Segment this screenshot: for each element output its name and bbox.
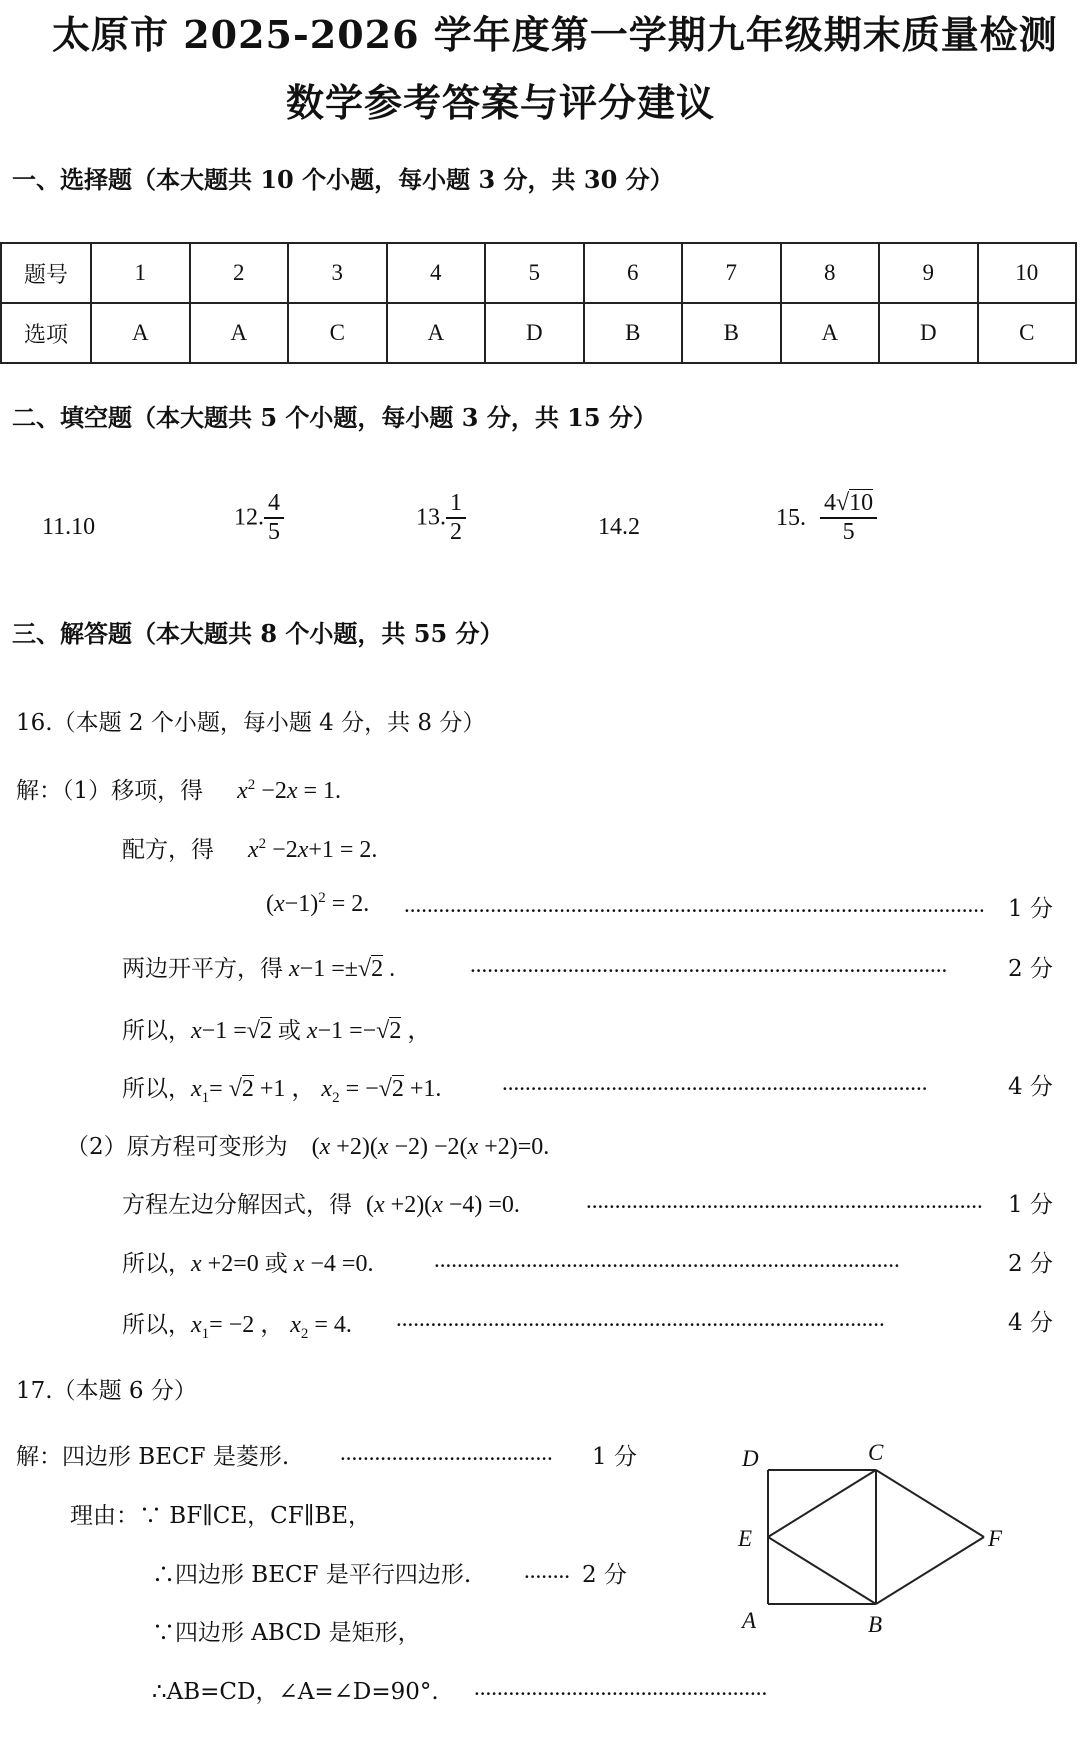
table-cell: D	[879, 303, 978, 363]
answer-13-numerator: 1	[446, 490, 466, 519]
answer-15-denominator: 5	[842, 519, 855, 545]
q17-line5: ∴AB=CD，∠A=∠D=90°.	[152, 1679, 439, 1705]
q16-line4-score: 2 分	[1008, 956, 1053, 982]
q16-part2-line3-prefix: 所以，	[122, 1251, 191, 1277]
q17-line1-dots: .....................................	[340, 1440, 553, 1465]
answer-15-label: 15.	[776, 504, 806, 531]
q16-part2-line4-prefix: 所以，	[122, 1312, 191, 1338]
table-cell: 2	[190, 243, 289, 303]
table-cell: A	[91, 303, 190, 363]
q16-line5-or: 或	[277, 1018, 301, 1044]
page-title: 太原市 2025-2026 学年度第一学期九年级期末质量检测	[52, 12, 1058, 57]
table-cell: A	[190, 303, 289, 363]
q16-line5-prefix: 所以，	[122, 1018, 191, 1044]
table-cell: 9	[879, 243, 978, 303]
q16-line3-dots: .....................................................................................................	[404, 892, 985, 917]
q16-part2-line4: 所以，$x_1= -2$ ， $x_2 = 4$.	[122, 1312, 352, 1342]
q16-part2-line1: （2）原方程可变形为 (x +2)(x −2) −2(x +2)=0.	[66, 1134, 550, 1160]
q16-part2-line4-score: 4 分	[1008, 1310, 1053, 1336]
label-D: D	[742, 1446, 759, 1471]
answer-13-label: 13.	[416, 504, 446, 531]
q16-line6-score: 4 分	[1008, 1074, 1053, 1100]
table-cell: 4	[387, 243, 486, 303]
q16-line6-dots: ..........................................................................	[502, 1070, 928, 1095]
q17-line1-score: 1 分	[592, 1444, 637, 1470]
answer-13-denominator: 2	[450, 519, 462, 545]
q16-part2-line3-dots: .................................................................................	[434, 1247, 900, 1272]
rhombus-figure	[730, 1436, 1010, 1636]
segment-CF	[876, 1470, 984, 1537]
q16-part2-line2-dots: .....................................................................	[586, 1188, 983, 1213]
q16-line6-prefix: 所以，	[122, 1076, 191, 1102]
q16-part2-line3-score: 2 分	[1008, 1251, 1053, 1277]
table-cell: A	[781, 303, 880, 363]
label-B: B	[868, 1612, 883, 1636]
table-cell: D	[485, 303, 584, 363]
table-cell: 6	[584, 243, 683, 303]
answer-15-radicand: 10	[849, 490, 874, 516]
answer-12-numerator: 4	[264, 490, 284, 519]
table-row	[1, 243, 1076, 303]
table-cell: 7	[682, 243, 781, 303]
section2-heading: 二、填空题（本大题共 5 个小题，每小题 3 分，共 15 分）	[12, 403, 657, 432]
section3-heading: 三、解答题（本大题共 8 个小题，共 55 分）	[12, 619, 504, 648]
answer-table	[0, 242, 1077, 364]
q16-header: 16.（本题 2 个小题，每小题 4 分，共 8 分）	[16, 710, 486, 736]
answer-13	[416, 490, 466, 546]
q16-part2-line3-or: 或	[264, 1251, 288, 1277]
table-cell: C	[978, 303, 1077, 363]
q16-line1-prefix: 解：（1）移项，得	[16, 778, 204, 804]
q17-line3: ∴四边形 BECF 是平行四边形.	[152, 1562, 472, 1588]
table-cell: 1	[91, 243, 190, 303]
table-cell: 10	[978, 243, 1077, 303]
table-cell: C	[288, 303, 387, 363]
label-E: E	[738, 1526, 753, 1551]
segment-EC	[768, 1470, 876, 1537]
q17-line3-score: 2 分	[582, 1562, 627, 1588]
q16-part2-line2-score: 1 分	[1008, 1192, 1053, 1218]
table-cell: B	[584, 303, 683, 363]
table-cell: A	[387, 303, 486, 363]
answer-15-coefficient: 4	[824, 490, 836, 516]
q16-part2-line4-dots: .....................................................................................	[396, 1306, 885, 1331]
q17-header: 17.（本题 6 分）	[16, 1378, 197, 1404]
answer-12	[234, 490, 284, 546]
table-cell: 3	[288, 243, 387, 303]
q17-line2: 理由：∵ BF∥CE，CF∥BE，	[70, 1503, 372, 1529]
q16-line4-prefix: 两边开平方，得	[122, 956, 283, 982]
table-cell: B	[682, 303, 781, 363]
label-C: C	[868, 1440, 884, 1465]
q16-line5: 所以，x−1 =√2 或 x−1 =−√2 ，	[122, 1018, 432, 1044]
table-row	[1, 303, 1076, 363]
q16-line4: 两边开平方，得 x−1 =±√2 .	[122, 956, 396, 982]
segment-EB	[768, 1537, 876, 1604]
answer-12-label: 12.	[234, 504, 264, 531]
q16-part2-prefix: （2）原方程可变形为	[66, 1134, 288, 1160]
q17-line3-dots: ........	[524, 1558, 570, 1583]
segment-BF	[876, 1537, 984, 1604]
section1-heading: 一、选择题（本大题共 10 个小题，每小题 3 分，共 30 分）	[12, 165, 674, 194]
answer-14: 14.2	[598, 514, 640, 540]
label-F: F	[988, 1526, 1003, 1551]
q16-part2-line2-prefix: 方程左边分解因式，得	[122, 1192, 352, 1218]
q16-part2-line3: 所以，x +2=0 或 x −4 =0.	[122, 1251, 374, 1277]
answer-12-denominator: 5	[268, 519, 280, 545]
q16-line4-dots: ...................................................................................	[470, 952, 948, 977]
q17-line1: 解：四边形 BECF 是菱形.	[16, 1444, 290, 1470]
q17-line4: ∵四边形 ABCD 是矩形，	[152, 1620, 421, 1646]
q16-part2-line2: 方程左边分解因式，得 (x +2)(x −4) =0.	[122, 1192, 520, 1218]
page-subtitle: 数学参考答案与评分建议	[286, 80, 716, 125]
q16-line2-prefix: 配方，得	[122, 837, 214, 863]
q17-line5-dots: ...................................................	[474, 1675, 768, 1700]
q16-line6: 所以，$x_1= √2 +1$ ， $x_2 = -√2 +1$.	[122, 1076, 442, 1106]
row-header-number: 题号	[1, 243, 91, 303]
table-cell: 8	[781, 243, 880, 303]
q16-line1: 解：（1）移项，得 $x^2 -2x = 1$.	[16, 777, 342, 804]
label-A: A	[742, 1608, 757, 1633]
row-header-answer: 选项	[1, 303, 91, 363]
q16-line3: $(x-1)^2 = 2$.	[266, 890, 370, 917]
q16-line2: 配方，得 $x^2 -2x+1 = 2$.	[122, 836, 378, 863]
answer-11: 11.10	[42, 514, 96, 540]
table-cell: 5	[485, 243, 584, 303]
answer-15: 15. $\frac{4√10}{5}$	[776, 490, 877, 546]
q16-line3-score: 1 分	[1008, 896, 1053, 922]
